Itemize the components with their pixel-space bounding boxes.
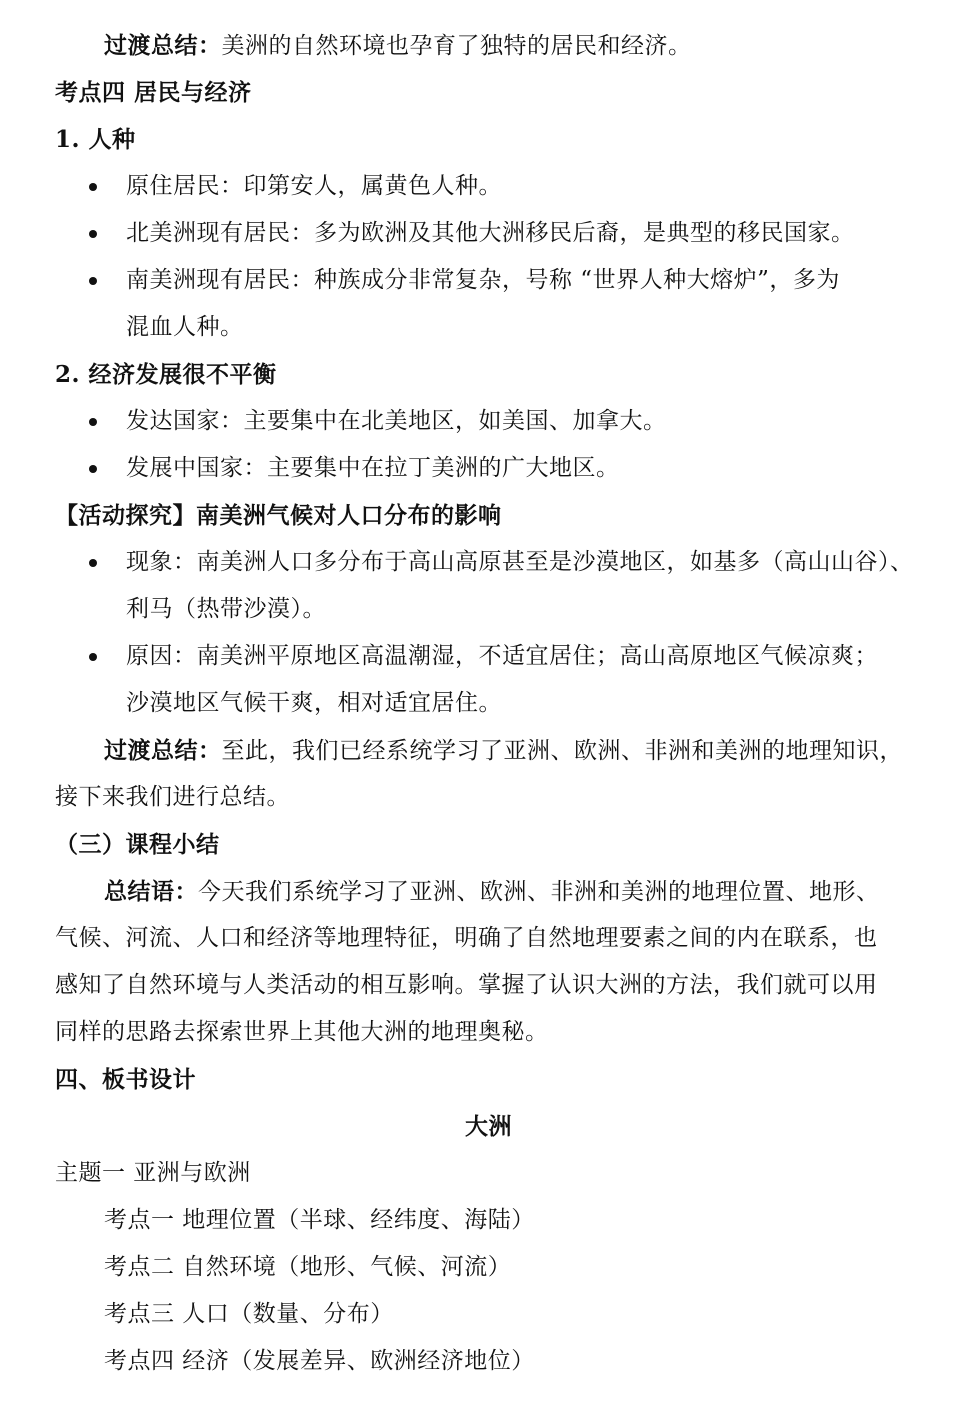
- transition2-text1: 至此，我们已经系统学习了亚洲、欧洲、非洲和美洲的地理知识，: [221, 738, 903, 764]
- summary-line4: 同样的思路去探索世界上其他大洲的地理奥秘。: [55, 1019, 549, 1045]
- transition2-label: 过渡总结：: [104, 737, 222, 764]
- board-theme1: 主题一 亚洲与欧洲: [55, 1160, 251, 1186]
- bullet-icon: [89, 418, 97, 426]
- intro-text: 美洲的自然环境也孕育了独特的居民和经济。: [221, 33, 692, 59]
- board-point-4: 考点四 经济（发展差异、欧洲经济地位）: [104, 1348, 535, 1374]
- transition2-text2: 接下来我们进行总结。: [55, 784, 290, 810]
- activity-bullet-2-cont: 沙漠地区气候干爽，相对适宜居住。: [126, 690, 502, 716]
- board-title: 大洲: [465, 1113, 512, 1140]
- summary-heading: （三）课程小结: [55, 831, 220, 858]
- summary-paragraph: [104, 868, 907, 915]
- activity-heading: 【活动探究】南美洲气候对人口分布的影响: [55, 502, 502, 529]
- summary-label: 总结语：: [104, 878, 198, 905]
- section4-title: 考点四 居民与经济: [55, 79, 252, 106]
- activity-bullet-2: 原因：南美洲平原地区高温潮湿，不适宜居住；高山高原地区气候凉爽；: [126, 643, 878, 669]
- bullet-icon: [89, 653, 97, 661]
- summary-line2: 气候、河流、人口和经济等地理特征，明确了自然地理要素之间的内在联系，也: [55, 925, 878, 951]
- summary-line3: 感知了自然环境与人类活动的相互影响。掌握了认识大洲的方法，我们就可以用: [55, 972, 878, 998]
- intro-label: 过渡总结：: [104, 32, 222, 59]
- economy-heading: 2. 经济发展很不平衡: [55, 361, 277, 388]
- board-point-3: 考点三 人口（数量、分布）: [104, 1301, 394, 1327]
- economy-bullet-2: 发展中国家：主要集中在拉丁美洲的广大地区。: [126, 455, 620, 481]
- bullet-icon: [89, 465, 97, 473]
- race-bullet-3-cont: 混血人种。: [126, 314, 244, 340]
- summary-line1: 今天我们系统学习了亚洲、欧洲、非洲和美洲的地理位置、地形、: [198, 879, 880, 905]
- bullet-icon: [89, 559, 97, 567]
- bullet-icon: [89, 183, 97, 191]
- bullet-icon: [89, 277, 97, 285]
- intro-paragraph: [104, 22, 907, 69]
- race-bullet-2: 北美洲现有居民：多为欧洲及其他大洲移民后裔，是典型的移民国家。: [126, 220, 855, 246]
- board-point-1: 考点一 地理位置（半球、经纬度、海陆）: [104, 1207, 535, 1233]
- economy-bullet-1: 发达国家：主要集中在北美地区，如美国、加拿大。: [126, 408, 667, 434]
- race-bullet-3: 南美洲现有居民：种族成分非常复杂，号称 “世界人种大熔炉”，多为: [126, 267, 840, 293]
- bullet-icon: [89, 230, 97, 238]
- activity-bullet-1: 现象：南美洲人口多分布于高山高原甚至是沙漠地区，如基多（高山山谷）、: [126, 549, 914, 575]
- activity-bullet-1-cont: 利马（热带沙漠）。: [126, 596, 326, 622]
- board-heading: 四、板书设计: [55, 1066, 196, 1093]
- race-heading: 1. 人种: [55, 126, 136, 153]
- race-bullet-1: 原住居民：印第安人，属黄色人种。: [126, 173, 502, 199]
- transition2-paragraph: [104, 727, 907, 774]
- board-point-2: 考点二 自然环境（地形、气候、河流）: [104, 1254, 512, 1280]
